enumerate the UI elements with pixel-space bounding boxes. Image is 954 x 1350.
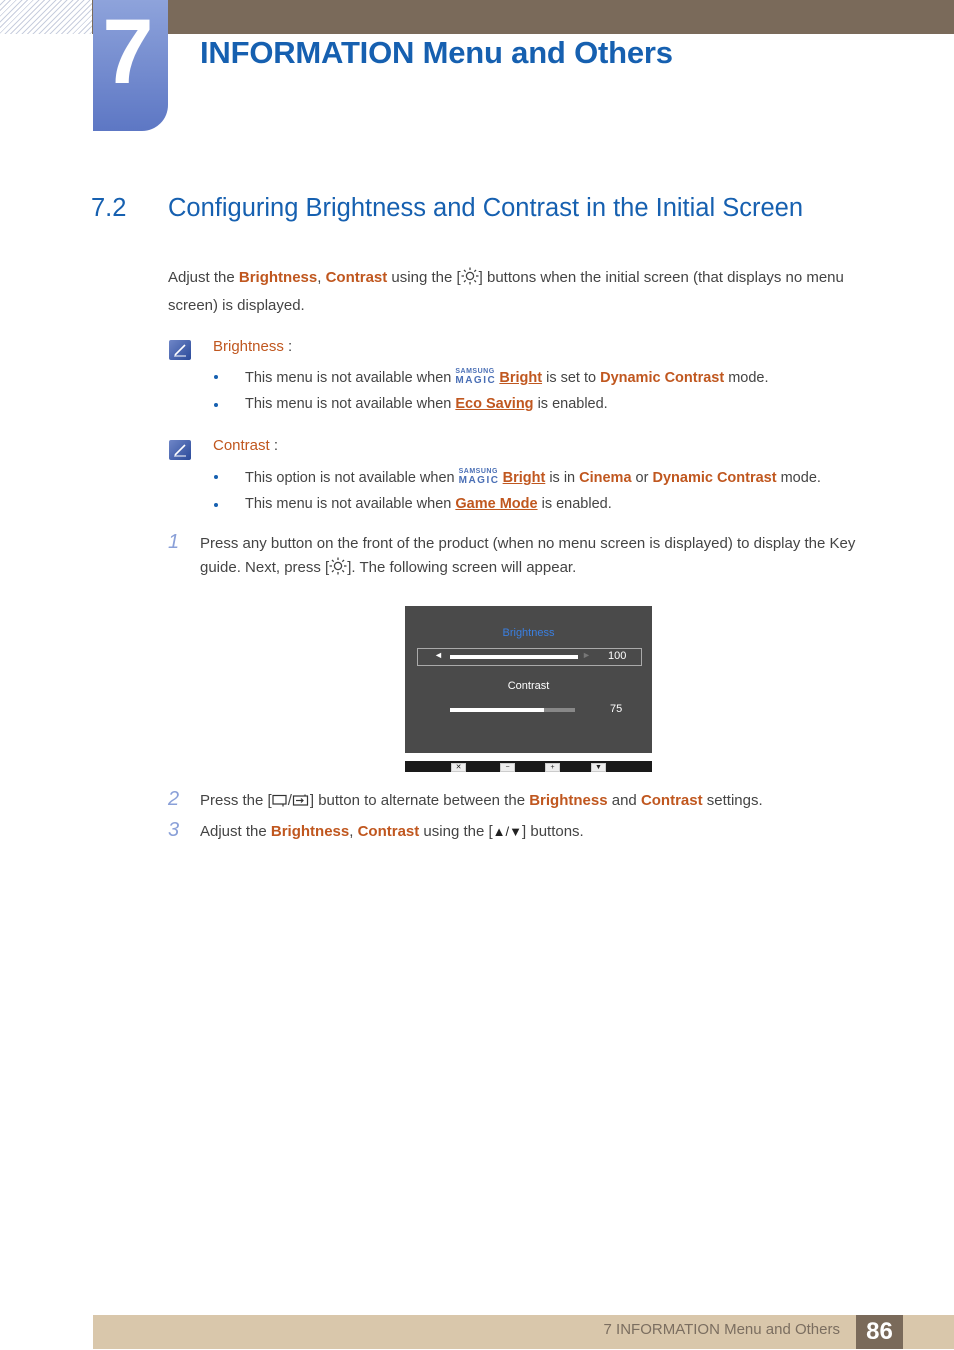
bullet-dot <box>214 403 218 407</box>
magic-bright-link[interactable]: Bright <box>499 370 543 386</box>
osd-contrast-label: Contrast <box>507 680 550 692</box>
section-number: 7.2 <box>91 194 127 222</box>
bullet-post: is enabled. <box>537 496 612 512</box>
intro-text: ] buttons when the initial screen (that displays no menu screen) is displayed. <box>168 269 844 314</box>
intro-contrast: Contrast <box>325 269 388 286</box>
note-contrast-heading <box>213 437 278 454</box>
note-suffix: : <box>283 338 293 355</box>
note-pencil-icon <box>169 440 191 460</box>
bullet-or: or <box>631 470 653 486</box>
bullet-dot <box>214 503 218 507</box>
bullet-dot <box>214 475 218 479</box>
note-brightness-title: Brightness <box>213 338 284 355</box>
step-number: 2 <box>168 788 180 810</box>
close-key-icon[interactable]: ✕ <box>451 763 466 772</box>
step-3-text: using the [ <box>419 823 493 840</box>
return-icon <box>272 794 288 807</box>
step-3-text: ] buttons. <box>522 823 584 840</box>
dynamic-contrast-term: Dynamic Contrast <box>652 470 777 486</box>
bullet-text <box>245 396 608 412</box>
osd-contrast-value: 75 <box>610 703 623 715</box>
magic-top: SAMSUNG <box>455 368 495 375</box>
bullet-post: is enabled. <box>533 396 608 412</box>
magic-top: SAMSUNG <box>458 468 498 475</box>
bullet-post: mode. <box>776 470 821 486</box>
osd-brightness-bar <box>450 655 578 659</box>
step-1-text: Press any button on the front of the product (when no menu screen is displayed) to display the Key guide. Next, press [ <box>200 535 856 576</box>
bullet-pre: This menu is not available when <box>245 496 456 512</box>
step-text <box>200 789 890 813</box>
bullet-pre: This menu is not available when <box>245 396 456 412</box>
header-bar <box>92 0 954 34</box>
bullet-pre: This option is not available when <box>245 470 459 486</box>
step-2-brightness: Brightness <box>529 792 608 809</box>
plus-key-icon[interactable]: + <box>545 763 560 772</box>
magic-bright-link[interactable]: Bright <box>502 470 546 486</box>
osd-key-guide <box>405 761 652 772</box>
chapter-title: INFORMATION Menu and Others <box>200 35 673 70</box>
osd-screen <box>405 606 652 753</box>
step-number: 1 <box>168 531 180 553</box>
section-heading <box>91 194 803 223</box>
sun-icon <box>461 267 479 285</box>
chapter-number: 7 <box>102 1 154 103</box>
note-pencil-icon <box>169 340 191 360</box>
cinema-term: Cinema <box>579 470 632 486</box>
step-2-and: and <box>607 792 641 809</box>
magic-bottom: MAGIC <box>458 475 500 486</box>
step-3-comma: , <box>349 823 354 840</box>
section-title: Configuring Brightness and Contrast in the Initial Screen <box>168 194 804 222</box>
minus-key-icon[interactable]: − <box>500 763 515 772</box>
step-2-contrast: Contrast <box>640 792 703 809</box>
osd-brightness-value: 100 <box>608 650 627 662</box>
source-icon <box>292 794 310 807</box>
bullet-mid: is set to <box>542 370 601 386</box>
osd-brightness-row[interactable] <box>417 648 642 666</box>
osd-brightness-fill <box>450 655 578 659</box>
eco-saving-link[interactable]: Eco Saving <box>455 396 534 412</box>
intro-text: using the [ <box>387 269 461 286</box>
left-arrow-icon: ◄ <box>434 650 443 660</box>
step-3-brightness: Brightness <box>270 823 350 840</box>
note-contrast-title: Contrast <box>213 437 270 454</box>
step-number: 3 <box>168 819 180 841</box>
step-3-contrast: Contrast <box>357 823 420 840</box>
step-2-slash: / <box>287 792 292 809</box>
intro-comma: , <box>317 269 322 286</box>
step-2-text: ] button to alternate between the <box>309 792 530 809</box>
bullet-pre: This menu is not available when <box>245 370 456 386</box>
magic-bottom: MAGIC <box>455 375 497 386</box>
bullet-text <box>245 496 612 512</box>
step-text <box>200 820 890 844</box>
page-number: 86 <box>856 1315 903 1349</box>
osd-brightness-label: Brightness <box>502 627 555 639</box>
sun-icon <box>329 557 347 575</box>
step-2-text: Press the [ <box>200 792 272 809</box>
bullet-mid: is in <box>545 470 580 486</box>
osd-contrast-bar[interactable] <box>450 708 575 712</box>
up-down-arrows-icon: ▲/▼ <box>492 824 523 839</box>
osd-contrast-fill <box>450 708 544 712</box>
footer-chapter: 7 INFORMATION Menu and Others <box>603 1321 840 1338</box>
step-1-text: ]. The following screen will appear. <box>347 559 577 576</box>
bullet-post: mode. <box>724 370 769 386</box>
bullet-text <box>245 368 769 386</box>
note-brightness-heading <box>213 338 292 355</box>
samsung-magic-logo <box>455 368 499 386</box>
right-arrow-icon: ► <box>582 650 591 660</box>
dynamic-contrast-term: Dynamic Contrast <box>600 370 725 386</box>
bullet-text <box>245 468 821 486</box>
intro-brightness: Brightness <box>238 269 318 286</box>
intro-text: Adjust the <box>168 269 239 286</box>
note-suffix: : <box>269 437 279 454</box>
step-2-text: settings. <box>702 792 763 809</box>
game-mode-link[interactable]: Game Mode <box>455 496 538 512</box>
step-text <box>200 532 890 580</box>
samsung-magic-logo <box>459 468 503 486</box>
header-hatch <box>0 0 92 34</box>
intro-paragraph <box>168 264 888 320</box>
step-3-text: Adjust the <box>200 823 271 840</box>
down-key-icon[interactable]: ▼ <box>591 763 606 772</box>
bullet-dot <box>214 375 218 379</box>
